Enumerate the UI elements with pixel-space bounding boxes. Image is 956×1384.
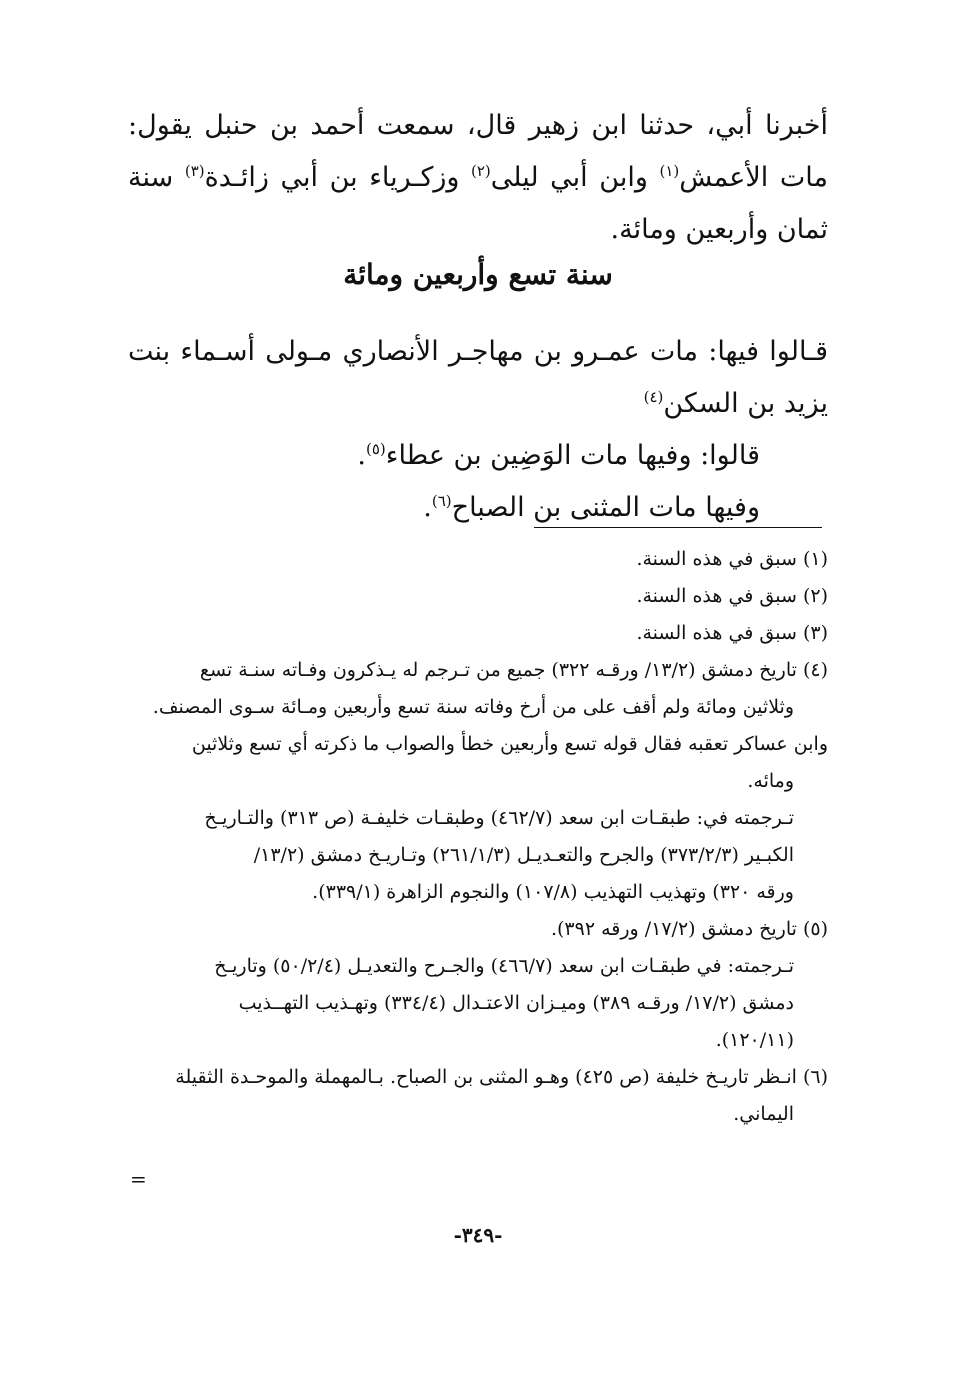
footnotes-section — [132, 541, 828, 1133]
footnote-line: ومائه. — [747, 770, 794, 792]
text-segment: . — [423, 492, 432, 523]
main-paragraph-1 — [128, 100, 828, 256]
footnote-ref-2[interactable]: (٢) — [470, 162, 491, 180]
footnote-line: تـرجمته: في طبقـات ابن سعد (٤٦٦/٧) والجـرح والتعديـل (٥٠/٢/٤) وتاريـخ — [214, 955, 794, 977]
footnote-separator — [534, 527, 822, 528]
footnote-line: وابن عساكر تعقبه فقال قوله تسع وأربعين خطأ والصواب ما ذكرته أي تسع وثلاثين — [191, 733, 828, 755]
footnote-ref-3[interactable]: (٣) — [184, 162, 205, 180]
footnote-4 — [132, 652, 828, 911]
footnote-1: (١) سبق في هذه السنة. — [636, 548, 828, 570]
text-segment: وزكـرياء بن أبي زائـدة — [204, 162, 471, 193]
footnote-line: الكبـير (٣٧٣/٢/٣) والجرح والتعـديـل (٢٦١/١/٣) وتـاريـخ دمشق (١٣/٢/ — [253, 844, 794, 866]
text-segment: قالوا: وفيها مات الوَضِين بن عطاء — [385, 440, 760, 471]
paragraph-text — [128, 430, 828, 482]
text-segment: وابن أبي ليلى — [490, 162, 660, 193]
footnote-line: (٥) تاريخ دمشق (١٧/٢/ ورقه ٣٩٢). — [550, 918, 828, 940]
text-segment: سنة ثمان وأربعين ومائة. — [128, 162, 828, 245]
paragraph-text — [128, 326, 828, 430]
footnote-line: اليماني. — [733, 1103, 794, 1125]
footnote-2: (٢) سبق في هذه السنة. — [636, 585, 828, 607]
footnote-line: ورقه ٣٢٠) وتهذيب التهذيب (١٠٧/٨) والنجوم الزاهرة (٣٣٩/١). — [312, 881, 794, 903]
main-paragraph-2 — [128, 326, 828, 534]
footnote-ref-4[interactable]: (٤) — [643, 388, 664, 406]
text-segment: أخبرنا أبي، حدثنا ابن زهير قال، سمعت أحمد بن حنبل يقول: مات الأعمش — [128, 110, 828, 193]
continuation-mark: = — [130, 1167, 147, 1191]
footnote-ref-5[interactable]: (٥) — [365, 440, 386, 458]
footnote-6 — [132, 1059, 828, 1133]
footnote-line: (١٢٠/١١). — [715, 1029, 794, 1051]
text-segment: قـالوا فيها: مات عمـرو بن مهاجـر الأنصاري مـولى أسـماء بنت يزيد بن السكن — [128, 336, 828, 419]
footnote-3: (٣) سبق في هذه السنة. — [636, 622, 828, 644]
footnote-ref-1[interactable]: (١) — [659, 162, 680, 180]
paragraph-text — [128, 100, 828, 256]
footnote-line: تـرجمته في: طبقـات ابن سعد (٤٦٢/٧) وطبقـات خليفـة (ص ٣١٣) والتـاريـخ — [204, 807, 794, 829]
section-heading: سنة تسع وأربعين ومائة — [343, 258, 613, 291]
footnote-5 — [132, 911, 828, 1059]
text-segment: . — [357, 440, 366, 471]
text-segment: وفيها مات المثنى بن الصباح — [451, 492, 760, 523]
page-number: -٣٤٩- — [453, 1223, 503, 1247]
footnote-ref-6[interactable]: (٦) — [431, 492, 452, 510]
footnote-line: (٤) تاريخ دمشق (١٣/٢/ ورقـه ٣٢٢) جميع من تـرجم له يـذكرون وفـاته سنـة تسع — [199, 659, 828, 681]
footnote-line: (٦) انـظر تاريـخ خليفة (ص ٤٢٥) وهـو المثنى بن الصباح. بـالمهملة والموحـدة الثقيلة — [175, 1066, 828, 1088]
footnote-line: وثلاثين ومائة ولم أقف على من أرخ وفاته سنة تسع وأربعين ومـائة سـوى المصنف. — [152, 696, 794, 718]
footnote-line: دمشق (١٧/٢/ ورقـه ٣٨٩) وميـزان الاعتـدال (٣٣٤/٤) وتهـذيب التهــذيب — [238, 992, 794, 1014]
